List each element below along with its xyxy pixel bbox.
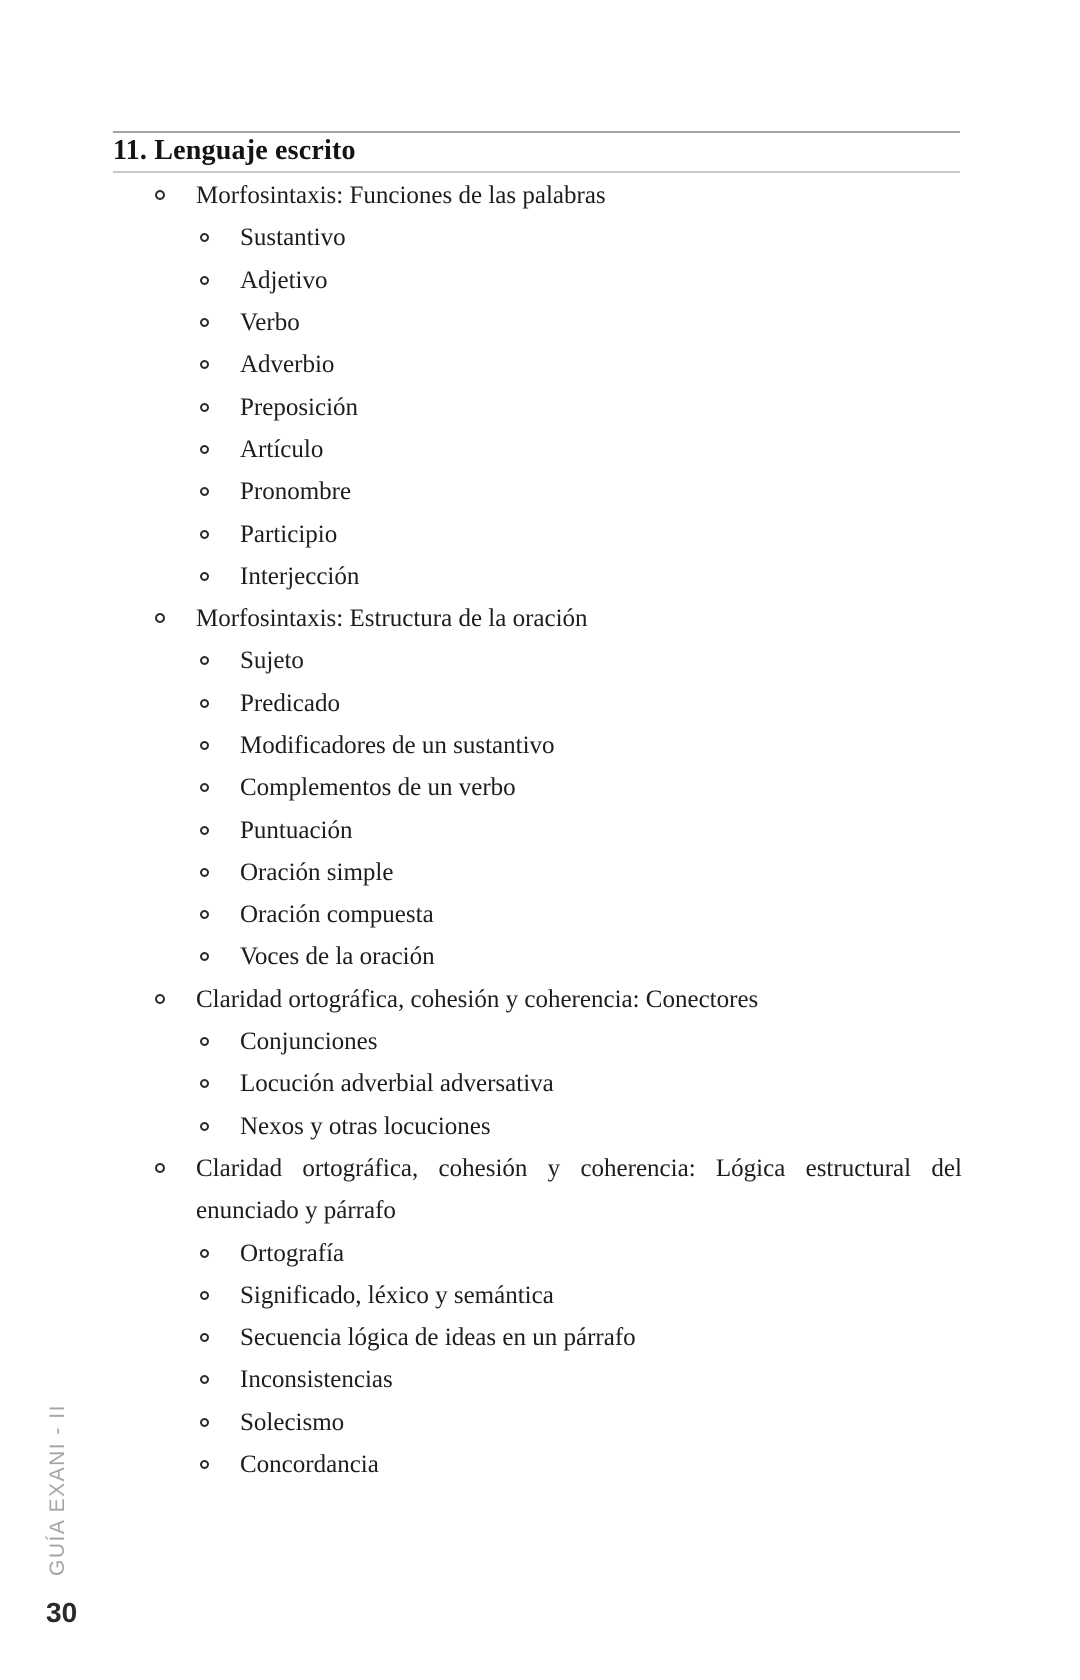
list-item-label: Puntuación bbox=[240, 816, 353, 844]
word: del bbox=[931, 1154, 962, 1182]
word: coherencia: bbox=[580, 1154, 696, 1182]
list-item bbox=[0, 936, 962, 978]
circle-bullet-icon bbox=[155, 613, 165, 623]
word: ortográfica, bbox=[302, 1154, 419, 1182]
list-item-label: Sujeto bbox=[240, 647, 304, 675]
section-divider-top bbox=[113, 131, 960, 133]
circle-bullet-icon bbox=[200, 233, 209, 242]
word: y bbox=[547, 1154, 561, 1182]
list-item-label: Sustantivo bbox=[240, 224, 346, 252]
list-item-label bbox=[196, 1154, 962, 1184]
list-item-label: Nexos y otras locuciones bbox=[240, 1112, 491, 1140]
circle-bullet-icon bbox=[200, 1418, 209, 1427]
list-item-label: Participio bbox=[240, 520, 338, 548]
circle-bullet-icon bbox=[200, 276, 209, 285]
word: estructural bbox=[805, 1154, 912, 1182]
list-item-label: Morfosintaxis: Funciones de las palabras bbox=[196, 182, 606, 210]
list-item bbox=[0, 1106, 962, 1148]
list-item-label: Verbo bbox=[240, 309, 300, 337]
circle-bullet-icon bbox=[200, 1375, 209, 1384]
list-item-label: Voces de la oración bbox=[240, 943, 435, 971]
list-item-label: Morfosintaxis: Estructura de la oración bbox=[196, 605, 588, 633]
word: Lógica bbox=[715, 1154, 786, 1182]
list-item-label: Interjección bbox=[240, 562, 360, 590]
list-item bbox=[0, 217, 962, 259]
list-item bbox=[0, 979, 962, 1021]
list-item bbox=[0, 598, 962, 640]
circle-bullet-icon bbox=[200, 1079, 209, 1088]
list-item bbox=[0, 1402, 962, 1444]
list-item bbox=[0, 1232, 962, 1274]
list-item bbox=[0, 1317, 962, 1359]
list-item-label: Preposición bbox=[240, 393, 359, 421]
list-item-label: enunciado y párrafo bbox=[196, 1197, 396, 1225]
circle-bullet-icon bbox=[155, 1163, 165, 1173]
list-item bbox=[0, 767, 962, 809]
list-item-label: Concordancia bbox=[240, 1451, 379, 1479]
list-item-label: Locución adverbial adversativa bbox=[240, 1070, 554, 1098]
circle-bullet-icon bbox=[200, 783, 209, 792]
circle-bullet-icon bbox=[200, 360, 209, 369]
list-item-label: Modificadores de un sustantivo bbox=[240, 732, 555, 759]
list-item bbox=[0, 1275, 962, 1317]
list-item-label: Claridad ortográfica, cohesión y coherencia: Conectores bbox=[196, 985, 759, 1013]
circle-bullet-icon bbox=[200, 741, 209, 750]
list-item-label: Oración simple bbox=[240, 858, 394, 886]
list-item-label: Significado, léxico y semántica bbox=[240, 1281, 554, 1309]
circle-bullet-icon bbox=[200, 656, 209, 665]
circle-bullet-icon bbox=[200, 572, 209, 581]
list-item-label: Adverbio bbox=[240, 351, 335, 379]
circle-bullet-icon bbox=[200, 910, 209, 919]
list-item-label: Ortografía bbox=[240, 1239, 345, 1267]
list-item bbox=[0, 175, 962, 217]
list-item bbox=[0, 1444, 962, 1486]
list-item bbox=[0, 809, 962, 851]
list-item bbox=[0, 386, 962, 428]
list-item-continuation bbox=[0, 1190, 962, 1232]
circle-bullet-icon bbox=[200, 699, 209, 708]
topic-list bbox=[0, 175, 962, 1486]
circle-bullet-icon bbox=[200, 868, 209, 877]
list-item bbox=[0, 852, 962, 894]
section-divider-bottom bbox=[113, 171, 960, 173]
circle-bullet-icon bbox=[200, 1333, 209, 1342]
section-title: 11. Lenguaje escrito bbox=[113, 135, 356, 166]
page-number: 30 bbox=[46, 1597, 78, 1628]
list-item-label: Adjetivo bbox=[240, 266, 328, 294]
circle-bullet-icon bbox=[200, 1122, 209, 1131]
list-item bbox=[0, 894, 962, 936]
sidebar-vertical-label: GUÍA EXANI - II bbox=[46, 1404, 69, 1576]
list-item-label: Complementos de un verbo bbox=[240, 774, 516, 802]
list-item bbox=[0, 1148, 962, 1190]
list-item bbox=[0, 344, 962, 386]
list-item-label: Conjunciones bbox=[240, 1028, 378, 1056]
list-item-label: Inconsistencias bbox=[240, 1366, 393, 1394]
list-item bbox=[0, 302, 962, 344]
list-item-label: Pronombre bbox=[240, 478, 352, 506]
list-item-label: Solecismo bbox=[240, 1408, 345, 1436]
circle-bullet-icon bbox=[155, 190, 165, 200]
list-item bbox=[0, 725, 962, 767]
circle-bullet-icon bbox=[155, 994, 165, 1004]
list-item-label: Artículo bbox=[240, 435, 324, 463]
list-item bbox=[0, 683, 962, 725]
circle-bullet-icon bbox=[200, 487, 209, 496]
circle-bullet-icon bbox=[200, 445, 209, 454]
list-item bbox=[0, 1359, 962, 1401]
list-item bbox=[0, 429, 962, 471]
circle-bullet-icon bbox=[200, 952, 209, 961]
circle-bullet-icon bbox=[200, 1249, 209, 1258]
list-item-label: Secuencia lógica de ideas en un párrafo bbox=[240, 1324, 636, 1352]
list-item bbox=[0, 556, 962, 598]
circle-bullet-icon bbox=[200, 530, 209, 539]
list-item-label: Oración compuesta bbox=[240, 901, 434, 929]
list-item bbox=[0, 513, 962, 555]
list-item-label: Predicado bbox=[240, 689, 340, 717]
list-item bbox=[0, 471, 962, 513]
list-item bbox=[0, 640, 962, 682]
circle-bullet-icon bbox=[200, 1460, 209, 1469]
list-item bbox=[0, 260, 962, 302]
circle-bullet-icon bbox=[200, 1291, 209, 1300]
circle-bullet-icon bbox=[200, 318, 209, 327]
circle-bullet-icon bbox=[200, 1037, 209, 1046]
word: cohesión bbox=[438, 1154, 528, 1182]
word: Claridad bbox=[196, 1154, 283, 1182]
circle-bullet-icon bbox=[200, 826, 209, 835]
list-item bbox=[0, 1021, 962, 1063]
circle-bullet-icon bbox=[200, 403, 209, 412]
list-item bbox=[0, 1063, 962, 1105]
